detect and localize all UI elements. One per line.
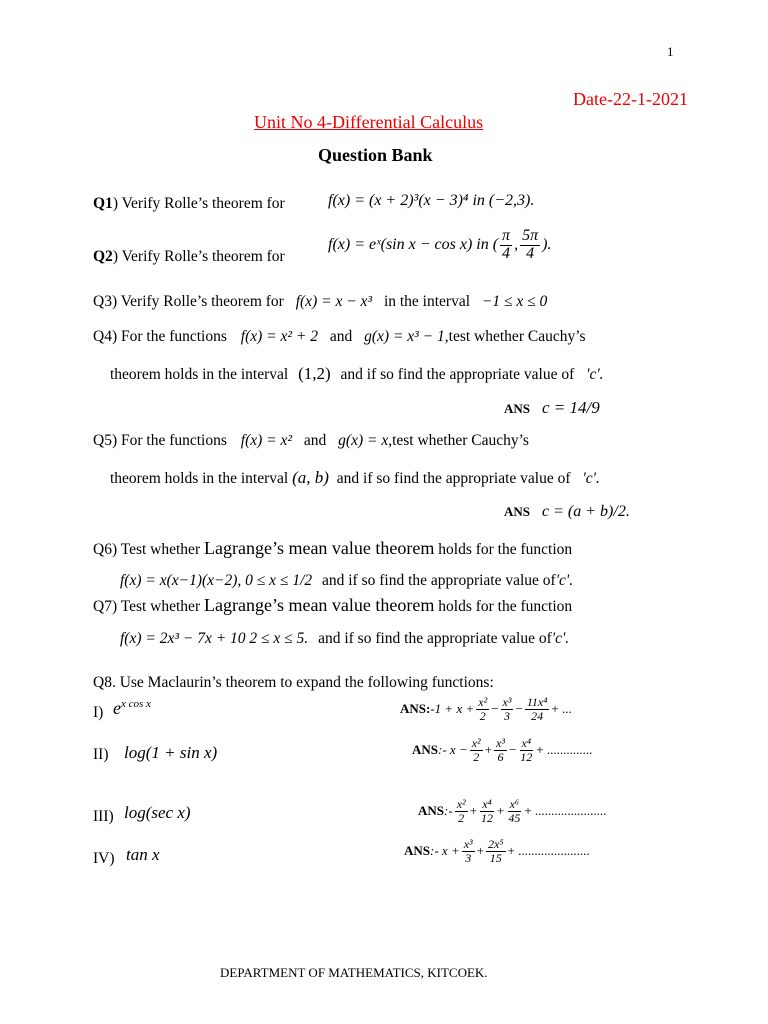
q8-item-2-term-1: $\frac{\text{x²}}{2}$ [471, 736, 481, 764]
q1-line [93, 195, 285, 213]
q8-item-4-label: IV) [93, 850, 115, 867]
date-label: Date-22-1-2021 [573, 89, 688, 109]
q8-item-1-answer: ANS: -1 + x + $\frac{\text{x²}}{2}$ − $\frac{\text{x³}}{3}$ − $\frac{\text{11x⁴}}{24}$ + ... [400, 695, 572, 723]
q5-line-1: Q5) For the functions f(x) = x² and g(x) = x,test whether Cauchy’s [93, 432, 529, 449]
q8-item-3-term-2: $\frac{\text{x⁴}}{12}$ [480, 797, 493, 825]
q5-interval: (a, b) [292, 468, 329, 487]
q5-f: f(x) = x² [240, 432, 293, 449]
q5-g: g(x) = x [338, 432, 389, 449]
doc-title: Question Bank [318, 145, 433, 165]
q8-item-1-func: $e^{x cos x}$ [113, 698, 151, 718]
q6-line-1: Q6) Test whether Lagrange’s mean value theorem holds for the function [93, 538, 573, 558]
q8-item-4-term-2: $\frac{\text{2x⁵}}{15}$ [488, 837, 504, 865]
q4-f: f(x) = x² + 2 [240, 328, 318, 345]
q8-item-2-term-3: $\frac{\text{x⁴}}{12}$ [520, 736, 533, 764]
q8-item-1-term-3: $\frac{\text{11x⁴}}{24}$ [526, 695, 548, 723]
q2-text: ) Verify Rolle’s theorem for [112, 248, 285, 265]
q6-line-2: f(x) = x(x−1)(x−2), 0 ≤ x ≤ 1/2 and if so find the appropriate value of'c'. [120, 572, 574, 589]
q2-frac-2: $\frac{5\pi}{4}$ [522, 227, 539, 262]
q8-item-3-answer: ANS :- $\frac{\text{x²}}{2}$ + $\frac{\text{x⁴}}{12}$ + $\frac{\text{x⁶}}{45}$ + ...................... [418, 797, 607, 825]
q8-item-3-term-1: $\frac{\text{x²}}{2}$ [456, 797, 466, 825]
q8-item-3-func: log(sec x) [124, 803, 191, 822]
q8-item-4-term-1: $\frac{\text{x³}}{3}$ [463, 837, 473, 865]
q6-theorem: Lagrange’s mean value theorem [203, 538, 435, 558]
q8-item-2-term-2: $\frac{\text{x³}}{6}$ [496, 736, 505, 764]
q4-g: g(x) = x³ − 1 [364, 328, 445, 345]
q8-item-4-func: tan x [126, 845, 160, 864]
q8-item-2-label: II) [93, 746, 109, 763]
q2-label: Q2 [93, 248, 113, 265]
q3-line: Q3) Verify Rolle’s theorem for f(x) = x − x³ in the interval −1 ≤ x ≤ 0 [93, 293, 548, 310]
q7-line-2: f(x) = 2x³ − 7x + 10 2 ≤ x ≤ 5. and if so find the appropriate value of'c'. [120, 630, 570, 647]
q4-line-1: Q4) For the functions f(x) = x² + 2 and g(x) = x³ − 1,test whether Cauchy’s [93, 328, 586, 345]
q8-item-2-func: log(1 + sin x) [124, 743, 218, 762]
q4-interval: (1,2) [298, 364, 331, 383]
q1-label: Q1 [93, 195, 113, 212]
q3-interval: −1 ≤ x ≤ 0 [481, 293, 548, 310]
page-number: 1 [667, 44, 674, 59]
q8-item-1-term-1: $\frac{\text{x²}}{2}$ [478, 695, 488, 723]
q7-line-1: Q7) Test whether Lagrange’s mean value theorem holds for the function [93, 595, 573, 615]
unit-title: Unit No 4-Differential Calculus [254, 112, 484, 132]
q2-math: f(x) = eˣ(sin x − cos x) in ( $\frac{\pi}{4}$ , $\frac{5\pi}{4}$ ). [328, 227, 552, 262]
q8-item-4-answer: ANS :- x + $\frac{\text{x³}}{3}$ + $\frac{\text{2x⁵}}{15}$ + ...................... [404, 837, 590, 865]
q8-item-3-term-3: $\frac{\text{x⁶}}{45}$ [508, 797, 521, 825]
q8-item-3-label: III) [93, 808, 114, 825]
q7-theorem: Lagrange’s mean value theorem [203, 595, 435, 615]
q6-function: f(x) = x(x−1)(x−2), 0 ≤ x ≤ 1/2 [120, 572, 313, 589]
q5-line-2: theorem holds in the interval (a, b) and if so find the appropriate value of 'c'. [110, 468, 600, 487]
q8-title: Q8. Use Maclaurin’s theorem to expand the following functions: [93, 674, 494, 691]
q8-item-2-answer: ANS :- x − $\frac{\text{x²}}{2}$ + $\frac{\text{x³}}{6}$ − $\frac{\text{x⁴}}{12}$ + .............. [412, 736, 593, 764]
q1-math: f(x) = (x + 2)³(x − 3)⁴ in (−2,3). [328, 192, 535, 209]
q4-line-2: theorem holds in the interval (1,2) and if so find the appropriate value of 'c'. [110, 364, 604, 383]
footer-text: DEPARTMENT OF MATHEMATICS, KITCOEK. [220, 965, 488, 980]
q2-frac-1: $\frac{\pi}{4}$ [502, 227, 511, 262]
q5-answer: ANS c = (a + b)/2. [504, 503, 630, 520]
q2-math-post: ). [542, 236, 552, 254]
q8-item-1-term-2: $\frac{\text{x³}}{3}$ [502, 695, 512, 723]
q1-text: ) Verify Rolle’s theorem for [112, 195, 285, 212]
q4-answer: ANS c = 14/9 [504, 398, 600, 417]
q3-math: f(x) = x − x³ [295, 293, 373, 310]
q7-function: f(x) = 2x³ − 7x + 10 2 ≤ x ≤ 5. [120, 630, 309, 647]
q2-math-pre: f(x) = eˣ(sin x − cos x) in ( [328, 236, 499, 254]
q8-item-1-label: I) [93, 704, 104, 721]
q2-line [93, 248, 285, 266]
